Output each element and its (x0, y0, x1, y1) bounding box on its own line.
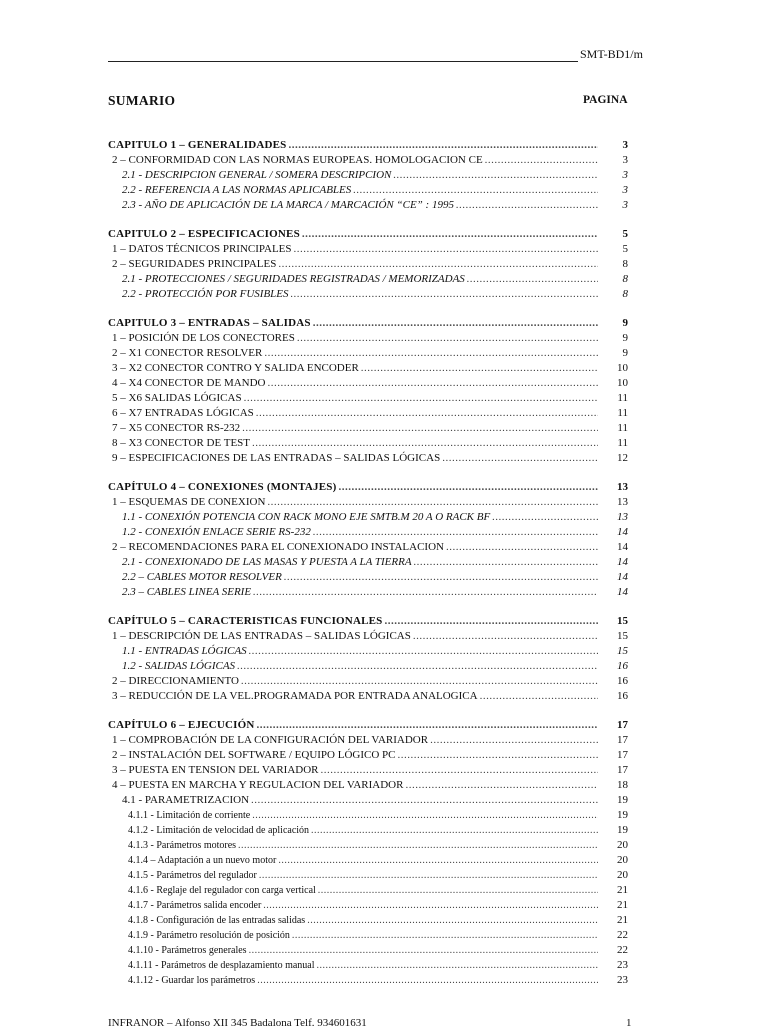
toc-entry-row (108, 943, 628, 958)
dot-leader (244, 391, 598, 406)
toc-entry-page: 11 (617, 407, 628, 419)
dot-leader (307, 913, 598, 928)
toc-entry-title: 1.1 - ENTRADAS LÓGICAS (122, 645, 247, 657)
dot-leader (338, 480, 598, 495)
dot-leader (456, 198, 598, 213)
dot-leader (317, 958, 598, 973)
toc-entry-title: CAPITULO 2 – ESPECIFICACIONES (108, 228, 300, 240)
toc-entry-row (108, 287, 628, 302)
toc-entry-row (108, 808, 628, 823)
dot-leader (442, 451, 598, 466)
toc-entry-title: 4.1.7 - Parámetros salida encoder (128, 900, 262, 911)
dot-leader (242, 421, 598, 436)
toc-entry-row (108, 406, 628, 421)
toc-entry-row (108, 451, 628, 466)
toc-entry-page: 19 (617, 824, 628, 836)
toc-entry-page: 3 (622, 184, 628, 196)
toc-entry-page: 21 (617, 884, 628, 896)
toc-entry-page: 10 (617, 362, 628, 374)
dot-leader (361, 361, 598, 376)
toc-entry-row (108, 198, 628, 213)
toc-entry-title: 1 – ESQUEMAS DE CONEXION (112, 496, 266, 508)
toc-entry-page: 21 (617, 899, 628, 911)
dot-leader (297, 331, 598, 346)
toc-entry-title: CAPÍTULO 6 – EJECUCIÓN (108, 719, 255, 731)
toc-entry-page: 14 (617, 526, 628, 538)
toc-entry-row (108, 778, 628, 793)
toc-entry-row (108, 883, 628, 898)
page-column-label: PAGINA (583, 94, 628, 106)
toc-entry-page: 13 (617, 481, 628, 493)
dot-leader (318, 883, 598, 898)
toc-entry-row (108, 958, 628, 973)
toc-entry-row (108, 436, 628, 451)
toc-entry-page: 19 (617, 809, 628, 821)
toc-entry-page: 13 (617, 496, 628, 508)
toc-entry-page: 20 (617, 869, 628, 881)
toc-entry-title: 3 – X2 CONECTOR CONTRO Y SALIDA ENCODER (112, 362, 359, 374)
toc-entry-row (108, 525, 628, 540)
toc-entry-page: 3 (622, 139, 628, 151)
toc-entry-row (108, 644, 628, 659)
toc-entry-title: 1.1 - CONEXIÓN POTENCIA CON RACK MONO EJE SMTB.M 20 A O RACK BF (122, 511, 491, 523)
toc-entry-page: 14 (617, 586, 628, 598)
toc-entry-row (108, 257, 628, 272)
toc-entry-page: 8 (622, 288, 628, 300)
toc-entry-title: 2.1 - DESCRIPCION GENERAL / SOMERA DESCRIPCION (122, 169, 392, 181)
dot-leader (268, 376, 599, 391)
dot-leader (430, 733, 598, 748)
toc-chapter-row (108, 316, 628, 331)
toc-entry-title: 4.1.5 - Parámetros del regulador (128, 870, 257, 881)
toc-entry-row (108, 733, 628, 748)
toc-entry-page: 12 (617, 452, 628, 464)
toc-entry-title: 4.1.9 - Parámetro resolución de posición (128, 930, 290, 941)
toc-entry-page: 3 (622, 154, 628, 166)
toc-entry-row (108, 555, 628, 570)
dot-leader (267, 495, 598, 510)
toc-entry-page: 16 (617, 675, 628, 687)
toc-entry-page: 23 (617, 974, 628, 986)
page-title: SUMARIO (108, 93, 176, 108)
toc-entry-title: 4.1.4 – Adaptación a un nuevo motor (128, 855, 277, 866)
dot-leader (291, 287, 598, 302)
dot-leader (311, 823, 598, 838)
toc-entry-page: 23 (617, 959, 628, 971)
toc-entry-title: 4 – X4 CONECTOR DE MANDO (112, 377, 266, 389)
toc-entry-page: 11 (617, 392, 628, 404)
toc-entry-row (108, 748, 628, 763)
toc-entry-row (108, 898, 628, 913)
toc-entry-row (108, 689, 628, 704)
toc-entry-title: 4.1.12 - Guardar los parámetros (128, 975, 256, 986)
toc-entry-row (108, 391, 628, 406)
toc-entry-row (108, 928, 628, 943)
toc-entry-page: 19 (617, 794, 628, 806)
dot-leader (413, 629, 598, 644)
toc-entry-page: 17 (617, 719, 628, 731)
toc-entry-page: 3 (622, 199, 628, 211)
toc-entry-title: 1 – DATOS TÉCNICOS PRINCIPALES (112, 243, 292, 255)
toc-entry-title: 4.1.11 - Parámetros de desplazamiento manual (128, 960, 315, 971)
toc-entry-row (108, 973, 628, 988)
toc-entry-row (108, 421, 628, 436)
dot-leader (492, 510, 598, 525)
toc-entry-page: 18 (617, 779, 628, 791)
toc-entry-page: 15 (617, 630, 628, 642)
toc-entry-title: CAPITULO 3 – ENTRADAS – SALIDAS (108, 317, 311, 329)
toc-entry-title: 4.1.1 - Limitación de corriente (128, 810, 251, 821)
toc-entry-row (108, 838, 628, 853)
document-code: SMT-BD1/m (580, 47, 643, 61)
toc-entry-page: 9 (622, 317, 628, 329)
dot-leader (398, 748, 599, 763)
toc-entry-title: 8 – X3 CONECTOR DE TEST (112, 437, 251, 449)
toc-entry-row (108, 913, 628, 928)
toc-entry-page: 16 (617, 690, 628, 702)
dot-leader (292, 928, 598, 943)
toc-entry-title: 1.2 - CONEXIÓN ENLACE SERIE RS-232 (122, 526, 311, 538)
toc-entry-row (108, 659, 628, 674)
toc-entry-title: 2 – X1 CONECTOR RESOLVER (112, 347, 263, 359)
toc-entry-row (108, 823, 628, 838)
toc-entry-row (108, 153, 628, 168)
toc-entry-title: 3 – REDUCCIÓN DE LA VEL.PROGRAMADA POR ENTRADA ANALOGICA (112, 690, 478, 702)
dot-leader (249, 644, 598, 659)
toc-entry-title: 2.2 - PROTECCIÓN POR FUSIBLES (122, 288, 289, 300)
dot-leader (485, 153, 598, 168)
toc-entry-row (108, 361, 628, 376)
toc-entry-title: 2 – SEGURIDADES PRINCIPALES (112, 258, 277, 270)
toc-entry-page: 14 (617, 541, 628, 553)
toc-entry-page: 15 (617, 645, 628, 657)
toc-entry-title: 3 – PUESTA EN TENSION DEL VARIADOR (112, 764, 319, 776)
toc-entry-row (108, 853, 628, 868)
toc-entry-page: 21 (617, 914, 628, 926)
dot-leader (313, 316, 598, 331)
toc-entry-row (108, 585, 628, 600)
toc-entry-row (108, 346, 628, 361)
footer-text: INFRANOR – Alfonso XII 345 Badalona Telf. 934601631 (108, 1017, 367, 1029)
dot-leader (405, 778, 598, 793)
toc-entry-title: CAPÍTULO 5 – CARACTERISTICAS FUNCIONALES (108, 615, 383, 627)
toc-entry-title: 2 – INSTALACIÓN DEL SOFTWARE / EQUIPO LÓGICO PC (112, 749, 396, 761)
toc-entry-page: 8 (622, 258, 628, 270)
toc-entry-row (108, 183, 628, 198)
toc-entry-title: 2.3 - AÑO DE APLICACIÓN DE LA MARCA / MARCACIÓN “CE” : 1995 (122, 199, 454, 211)
dot-leader (446, 540, 598, 555)
dot-leader (253, 585, 598, 600)
toc-entry-page: 3 (622, 169, 628, 181)
toc-entry-page: 17 (617, 749, 628, 761)
toc-entry-page: 9 (622, 332, 628, 344)
dot-leader (278, 853, 598, 868)
toc-entry-page: 22 (617, 929, 628, 941)
toc-entry-title: 2.1 - CONEXIONADO DE LAS MASAS Y PUESTA A LA TIERRA (122, 556, 412, 568)
toc-entry-title: CAPITULO 1 – GENERALIDADES (108, 139, 287, 151)
toc-entry-page: 11 (617, 437, 628, 449)
toc-entry-title: 2.2 – CABLES MOTOR RESOLVER (122, 571, 282, 583)
toc-entry-title: 4.1.6 - Reglaje del regulador con carga vertical (128, 885, 316, 896)
dot-leader (251, 793, 598, 808)
toc-entry-page: 20 (617, 839, 628, 851)
toc-entry-title: 2 – CONFORMIDAD CON LAS NORMAS EUROPEAS. HOMOLOGACION CE (112, 154, 483, 166)
toc-entry-row (108, 540, 628, 555)
toc-entry-title: 4.1.10 - Parámetros generales (128, 945, 247, 956)
toc-entry-row (108, 331, 628, 346)
toc-entry-title: 6 – X7 ENTRADAS LÓGICAS (112, 407, 254, 419)
toc-entry-title: 7 – X5 CONECTOR RS-232 (112, 422, 241, 434)
toc-entry-title: 9 – ESPECIFICACIONES DE LAS ENTRADAS – SALIDAS LÓGICAS (112, 452, 441, 464)
toc-entry-title: 4.1.2 - Limitación de velocidad de aplicación (128, 825, 310, 836)
toc-entry-row (108, 242, 628, 257)
toc-entry-page: 16 (617, 660, 628, 672)
toc-chapter-row (108, 718, 628, 733)
dot-leader (263, 898, 598, 913)
toc-chapter-row (108, 227, 628, 242)
toc-entry-title: 1 – COMPROBACIÓN DE LA CONFIGURACIÓN DEL VARIADOR (112, 734, 429, 746)
toc-entry-page: 5 (622, 243, 628, 255)
dot-leader (238, 838, 598, 853)
toc-entry-title: 4.1.3 - Parámetros motores (128, 840, 237, 851)
toc-entry-page: 5 (622, 228, 628, 240)
dot-leader (353, 183, 598, 198)
toc-entry-page: 10 (617, 377, 628, 389)
toc-entry-row (108, 510, 628, 525)
toc-entry-title: 2.3 – CABLES LINEA SERIE (122, 586, 252, 598)
toc-entry-title: 5 – X6 SALIDAS LÓGICAS (112, 392, 242, 404)
toc-entry-page: 14 (617, 556, 628, 568)
toc-entry-title: 2.1 - PROTECCIONES / SEGURIDADES REGISTRADAS / MEMORIZADAS (122, 273, 465, 285)
dot-leader (302, 227, 598, 242)
toc-chapter-row (108, 138, 628, 153)
toc-entry-title: 1 – DESCRIPCIÓN DE LAS ENTRADAS – SALIDAS LÓGICAS (112, 630, 411, 642)
toc-entry-page: 11 (617, 422, 628, 434)
toc-entry-row (108, 570, 628, 585)
toc-entry-row (108, 495, 628, 510)
toc-entry-row (108, 793, 628, 808)
toc-entry-page: 15 (617, 615, 628, 627)
table-of-contents (108, 138, 628, 988)
toc-entry-row (108, 376, 628, 391)
dot-leader (259, 868, 598, 883)
dot-leader (414, 555, 598, 570)
toc-entry-row (108, 168, 628, 183)
toc-entry-row (108, 763, 628, 778)
dot-leader (257, 973, 598, 988)
toc-entry-title: 2.2 - REFERENCIA A LAS NORMAS APLICABLES (122, 184, 352, 196)
dot-leader (480, 689, 598, 704)
toc-entry-row (108, 629, 628, 644)
dot-leader (385, 614, 599, 629)
toc-entry-title: 4 – PUESTA EN MARCHA Y REGULACION DEL VARIADOR (112, 779, 404, 791)
toc-entry-page: 14 (617, 571, 628, 583)
toc-entry-row (108, 272, 628, 287)
dot-leader (284, 570, 598, 585)
toc-entry-row (108, 674, 628, 689)
toc-entry-page: 8 (622, 273, 628, 285)
dot-leader (278, 257, 598, 272)
toc-entry-title: 4.1 - PARAMETRIZACION (122, 794, 250, 806)
toc-entry-page: 22 (617, 944, 628, 956)
footer-page-number: 1 (626, 1017, 632, 1029)
toc-entry-page: 17 (617, 734, 628, 746)
toc-entry-page: 9 (622, 347, 628, 359)
toc-entry-page: 13 (617, 511, 628, 523)
dot-leader (252, 436, 598, 451)
dot-leader (257, 718, 599, 733)
dot-leader (393, 168, 598, 183)
dot-leader (294, 242, 598, 257)
dot-leader (264, 346, 598, 361)
dot-leader (313, 525, 598, 540)
dot-leader (249, 943, 598, 958)
toc-entry-title: CAPÍTULO 4 – CONEXIONES (MONTAJES) (108, 481, 337, 493)
dot-leader (241, 674, 598, 689)
dot-leader (321, 763, 598, 778)
toc-entry-title: 1 – POSICIÓN DE LOS CONECTORES (112, 332, 295, 344)
toc-entry-title: 2 – DIRECCIONAMIENTO (112, 675, 239, 687)
header-rule (108, 61, 578, 62)
toc-entry-row (108, 868, 628, 883)
toc-chapter-row (108, 614, 628, 629)
dot-leader (256, 406, 598, 421)
dot-leader (252, 808, 598, 823)
toc-entry-title: 2 – RECOMENDACIONES PARA EL CONEXIONADO INSTALACION (112, 541, 444, 553)
dot-leader (467, 272, 598, 287)
dot-leader (288, 138, 598, 153)
toc-entry-title: 4.1.8 - Configuración de las entradas salidas (128, 915, 306, 926)
toc-chapter-row (108, 480, 628, 495)
toc-entry-page: 17 (617, 764, 628, 776)
dot-leader (237, 659, 598, 674)
toc-entry-title: 1.2 - SALIDAS LÓGICAS (122, 660, 236, 672)
toc-entry-page: 20 (617, 854, 628, 866)
